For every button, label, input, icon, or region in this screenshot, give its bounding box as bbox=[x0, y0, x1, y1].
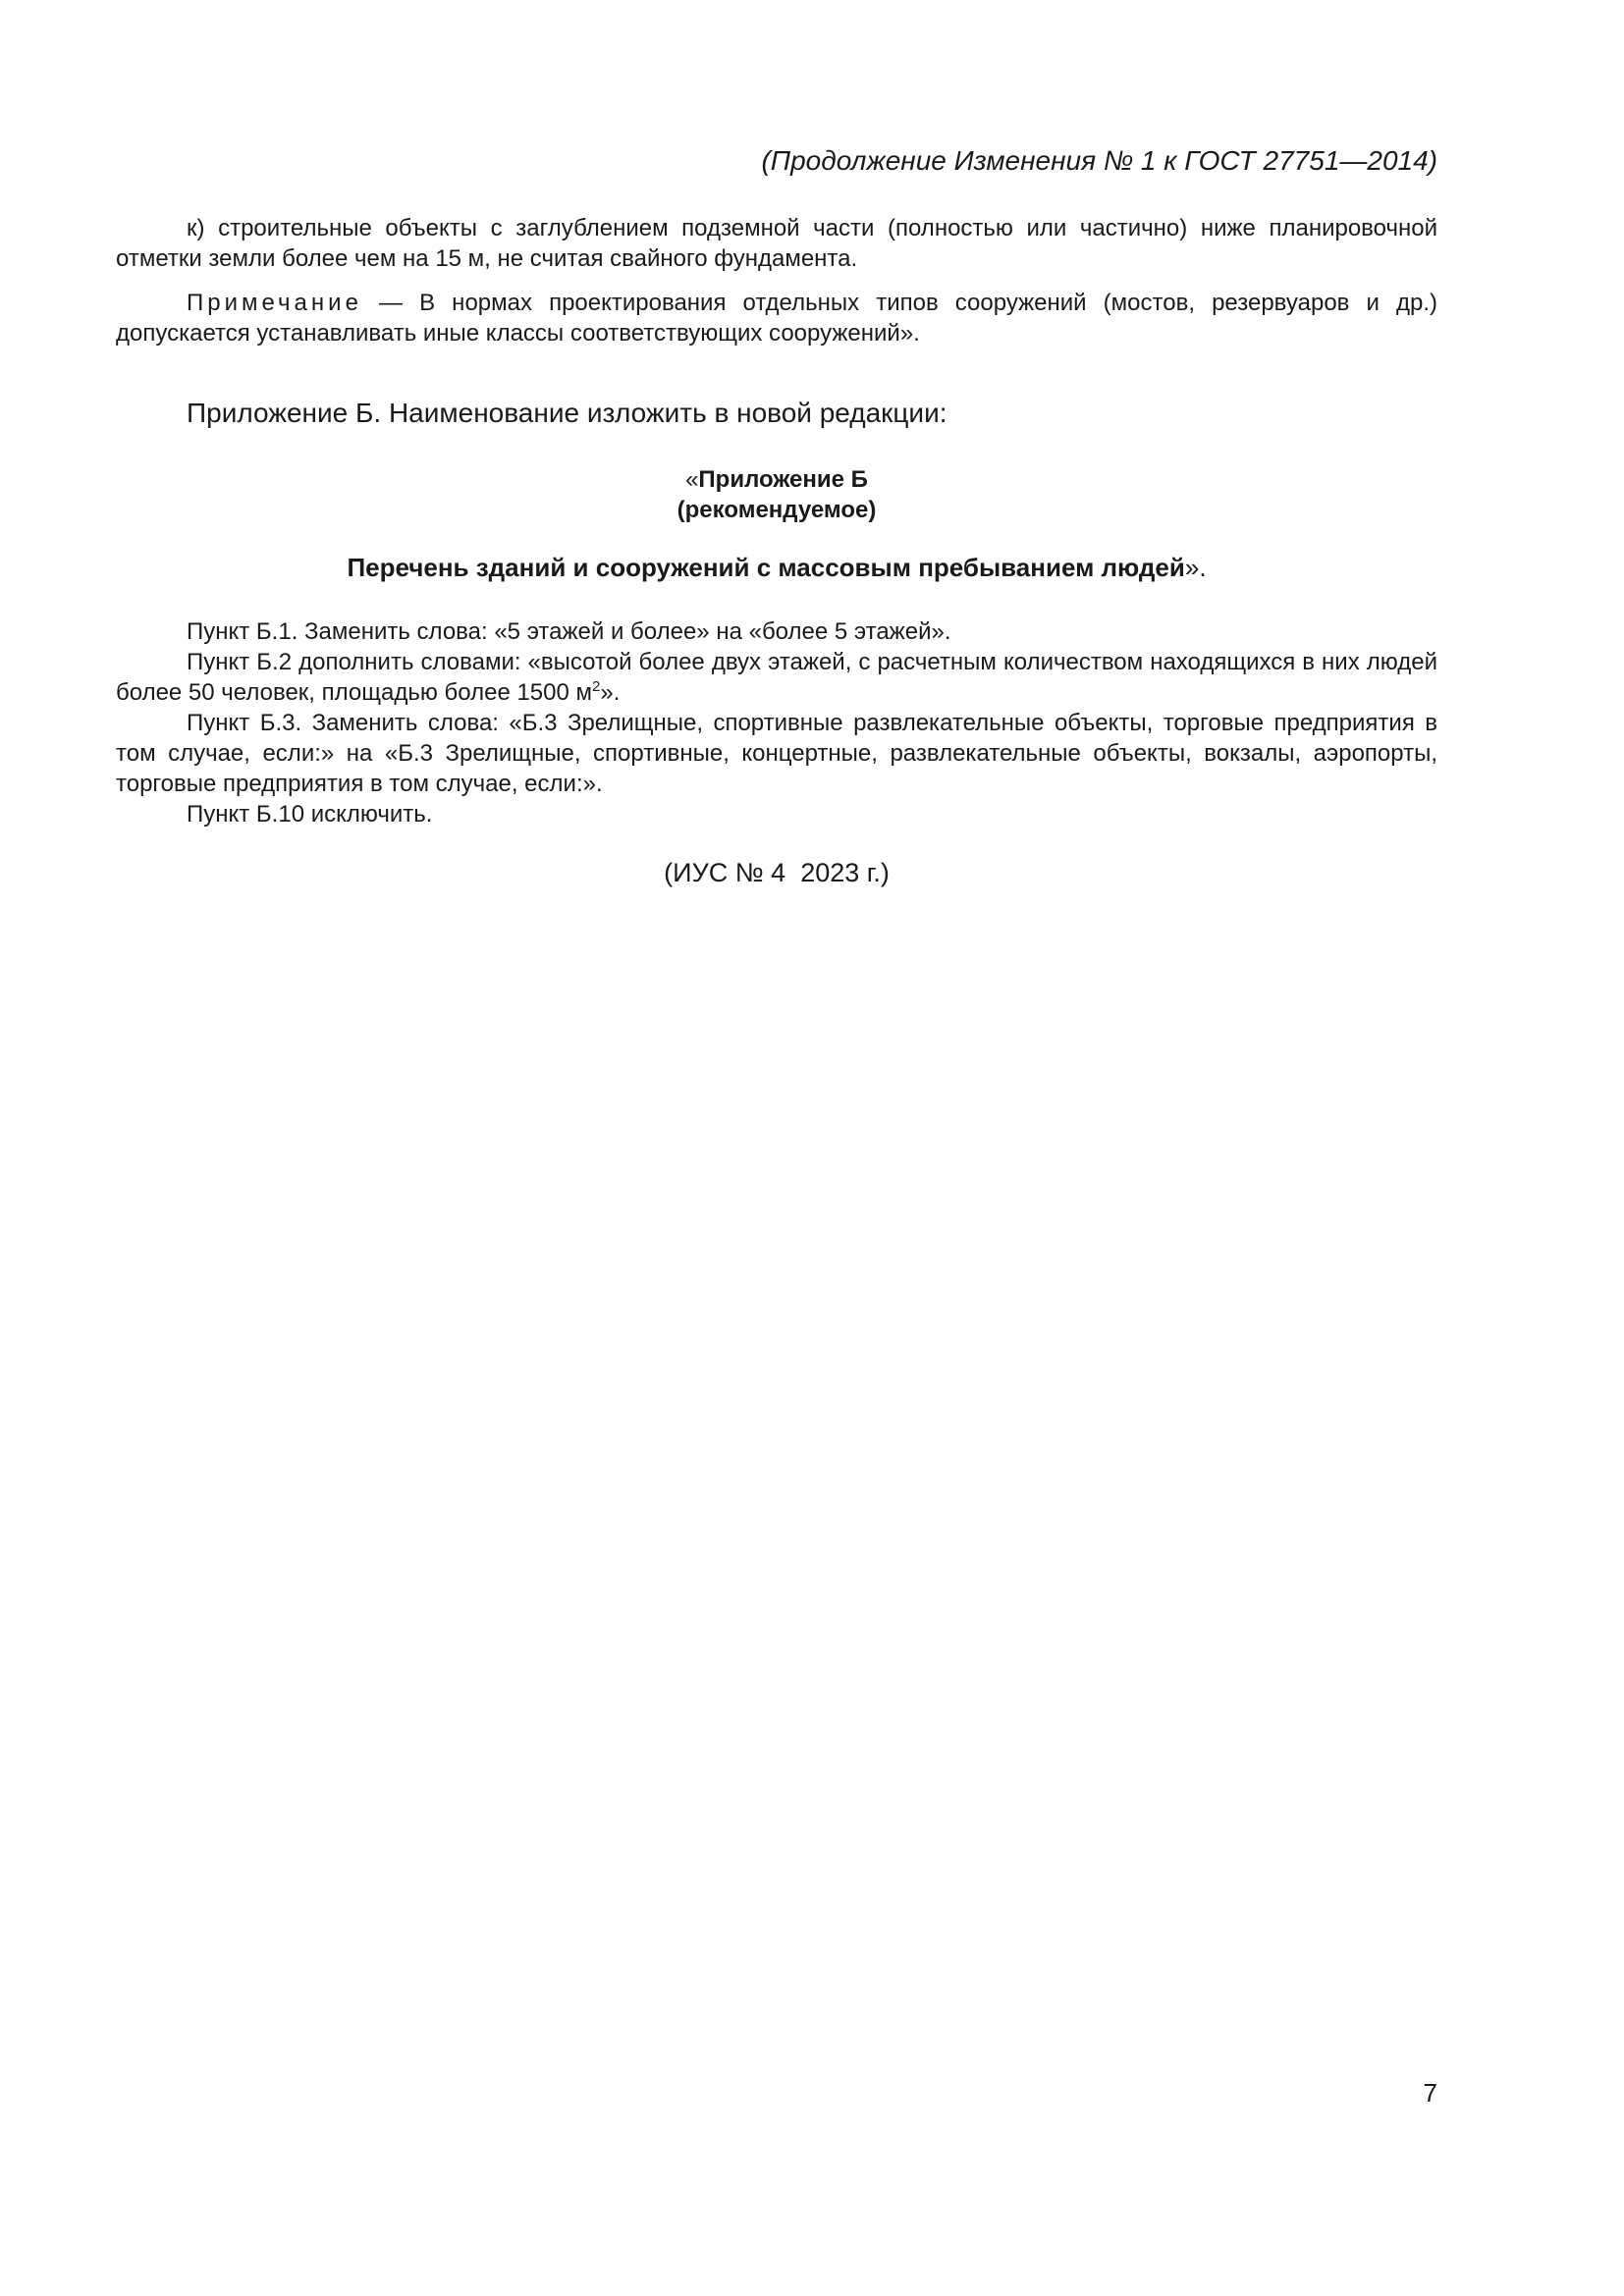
item-k-block bbox=[116, 213, 1437, 274]
note-paragraph bbox=[116, 288, 1437, 348]
points-block bbox=[116, 616, 1437, 829]
appendix-title-text: Приложение Б bbox=[698, 466, 868, 493]
note-text: — В нормах проектирования отдельных типов сооружений (мостов, резервуаров и др.) допускается устанавливать иные классы соответствующих сооружений». bbox=[116, 290, 1437, 347]
point-b2-end: ». bbox=[600, 679, 621, 706]
point-b2 bbox=[116, 647, 1437, 708]
note-label: Примечание bbox=[187, 290, 362, 316]
note-block bbox=[116, 288, 1437, 348]
appendix-open-quote: « bbox=[685, 466, 699, 493]
continuation-header: (Продолжение Изменения № 1 к ГОСТ 27751—2014) bbox=[761, 145, 1437, 176]
appendix-instruction-block bbox=[116, 396, 1437, 431]
appendix-title-block bbox=[116, 464, 1437, 525]
point-b3: Пункт Б.3. Заменить слова: «Б.3 Зрелищные, спортивные развлекательные объекты, торговые предприятия в том случае, если:» на «Б.3 Зрелищные, спортивные, концертные, развлекательные объекты, вокзалы, аэропорты, торговые предприятия в том случае, если:». bbox=[116, 710, 1437, 797]
appendix-title bbox=[116, 464, 1437, 495]
point-b2-superscript: 2 bbox=[592, 678, 601, 695]
list-title-end: ». bbox=[1184, 553, 1207, 582]
point-b2-text: Пункт Б.2 дополнить словами: «высотой более двух этажей, с расчетным количеством находящихся в них людей более 50 человек, площадью более 1500 м bbox=[116, 649, 1437, 706]
point-b10: Пункт Б.10 исключить. bbox=[187, 801, 433, 828]
item-k-paragraph: к) строительные объекты с заглублением подземной части (полностью или частично) ниже планировочной отметки земли более чем на 15 м, не считая свайного фундамента. bbox=[116, 215, 1437, 272]
list-title bbox=[116, 551, 1437, 584]
list-title-block bbox=[116, 551, 1437, 584]
point-b1: Пункт Б.1. Заменить слова: «5 этажей и более» на «более 5 этажей». bbox=[187, 618, 951, 645]
list-title-text: Перечень зданий и сооружений с массовым пребыванием людей bbox=[347, 553, 1185, 582]
ius-block bbox=[116, 856, 1437, 889]
appendix-status: (рекомендуемое) bbox=[677, 497, 877, 523]
appendix-instruction: Приложение Б. Наименование изложить в новой редакции: bbox=[187, 398, 947, 428]
ius-reference: (ИУС № 4 2023 г.) bbox=[664, 858, 890, 887]
page-number: 7 bbox=[1423, 2078, 1437, 2108]
